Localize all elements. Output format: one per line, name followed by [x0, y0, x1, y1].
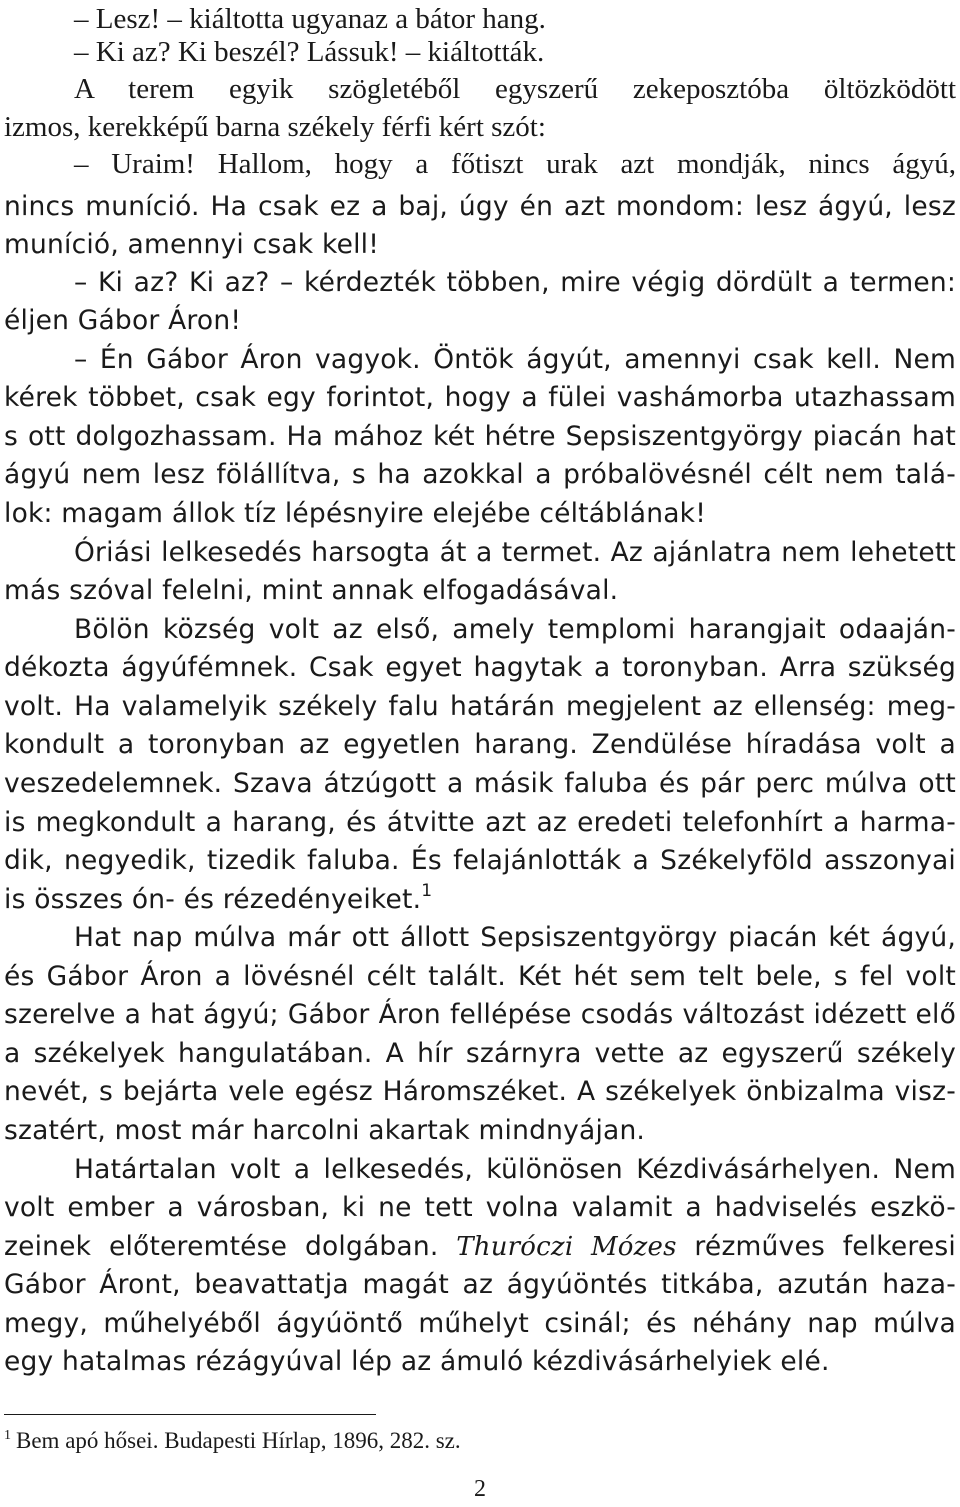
- text-line: muníció, amennyi csak kell!: [4, 229, 380, 260]
- text-line: s ott dolgozhassam. Ha mához két hétre Sepsiszentgyörgy piacán hat: [4, 421, 956, 452]
- text-line: ágyú nem lesz fölállítva, s ha azokkal a próbalövésnél célt nem talá-: [4, 459, 956, 490]
- text-line: – Lesz! – kiáltotta ugyanaz a bátor hang.: [74, 3, 546, 35]
- text-line: megy, műhelyéből ágyúöntő műhelyt csinál; és néhány nap múlva: [4, 1308, 956, 1339]
- text-line: a székelyek hangulatában. A hír szárnyra vette az egyszerű székely: [4, 1038, 956, 1069]
- text-line: Hat nap múlva már ott állott Sepsiszentgyörgy piacán két ágyú,: [74, 922, 956, 953]
- footnote-number: 1: [4, 1428, 11, 1443]
- text-line: – Ki az? Ki az? – kérdezték többen, mire végig dördült a termen:: [74, 267, 956, 298]
- text-line: Határtalan volt a lelkesedés, különösen Kézdivásárhelyen. Nem: [74, 1154, 956, 1185]
- text-line: veszedelemnek. Szava átzúgott a másik faluba és pár perc múlva ott: [4, 768, 956, 799]
- text-segment: rézműves felkeresi: [694, 1231, 956, 1262]
- text-line: – Ki az? Ki beszél? Lássuk! – kiáltották.: [74, 36, 545, 68]
- text-line: dik, negyedik, tizedik faluba. És felajánlották a Székelyföld asszonyai: [4, 845, 956, 876]
- text-line: Bölön község volt az első, amely templomi harangjait odaaján-: [74, 614, 956, 645]
- text-line: éljen Gábor Áron!: [4, 305, 242, 336]
- text-line: Óriási lelkesedés harsogta át a termet. Az ajánlatra nem lehetett: [74, 537, 956, 568]
- text-segment: zeinek előteremtése dolgában.: [4, 1231, 439, 1262]
- text-line: – Én Gábor Áron vagyok. Öntök ágyút, amennyi csak kell. Nem: [74, 344, 956, 375]
- text-line: más szóval felelni, mint annak elfogadásával.: [4, 575, 619, 606]
- text-line: izmos, kerekképű barna székely férfi kért szót:: [4, 111, 546, 143]
- text-line: szerelve a hat ágyú; Gábor Áron fellépése csodás változást idézett elő: [4, 999, 956, 1030]
- text-line: egy hatalmas rézágyúval lép az ámuló kézdivásárhelyiek elé.: [4, 1346, 830, 1377]
- text-line: szatért, most már harcolni akartak mindnyájan.: [4, 1115, 646, 1146]
- page-number: 2: [474, 1476, 486, 1502]
- text-line: nincs muníció. Ha csak ez a baj, úgy én azt mondom: lesz ágyú, lesz: [4, 191, 956, 222]
- text-line: [4, 881, 956, 919]
- text-line: A terem egyik szögletéből egyszerű zekeposztóba öltözködött: [74, 73, 956, 105]
- text-line: lok: magam állok tíz lépésnyire elejébe céltáblának!: [4, 498, 707, 529]
- text-line: kérek többet, csak egy forintot, hogy a fülei vashámorba utazhassam: [4, 382, 956, 413]
- footnote-text: Bem apó hősei. Budapesti Hírlap, 1896, 282. sz.: [16, 1428, 461, 1453]
- text-line: nevét, s bejárta vele egész Háromszéket. A székelyek önbizalma visz-: [4, 1076, 956, 1107]
- text-line: – Uraim! Hallom, hogy a főtiszt urak azt mondják, nincs ágyú,: [74, 148, 956, 180]
- italic-name: Thuróczi Mózes: [456, 1232, 677, 1262]
- text-line: volt ember a városban, ki ne tett volna valamit a hadviselés eszkö-: [4, 1192, 956, 1223]
- text-line: volt. Ha valamelyik székely falu határán megjelent az ellenség: meg-: [4, 691, 956, 722]
- text-line: dékozta ágyúfémnek. Csak egyet hagytak a toronyban. Arra szükség: [4, 652, 956, 683]
- footnote: [4, 1426, 461, 1456]
- text-line: kondult a toronyban az egyetlen harang. Zendülése híradása volt a: [4, 729, 956, 760]
- footnote-divider: [4, 1414, 376, 1415]
- text-segment: is összes ón- és rézedényeiket.: [4, 884, 422, 915]
- text-line: és Gábor Áron a lövésnél célt talált. Két hét sem telt bele, s fel volt: [4, 961, 956, 992]
- text-line: [4, 1228, 956, 1266]
- footnote-reference[interactable]: 1: [421, 881, 433, 901]
- text-line: Gábor Áront, beavattatja magát az ágyúöntés titkába, azután haza-: [4, 1269, 956, 1300]
- text-line: is megkondult a harang, és átvitte azt az eredeti telefonhírt a harma-: [4, 807, 956, 838]
